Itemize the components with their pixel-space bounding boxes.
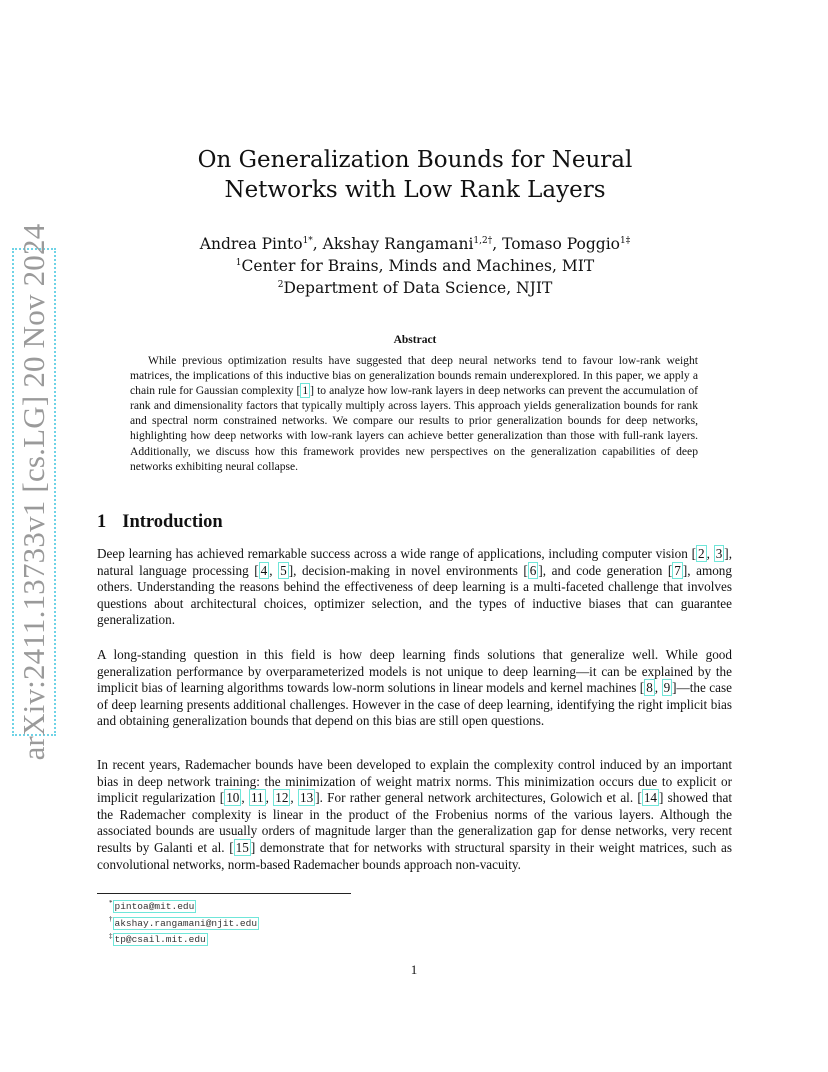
citation-link[interactable]: 5 xyxy=(280,562,287,578)
author-2-footnote-mark[interactable]: † xyxy=(487,236,493,246)
text-run: , xyxy=(241,790,249,806)
intro-paragraph-2 xyxy=(97,647,732,730)
paper-title xyxy=(150,145,680,205)
text-run: ], decision-making in novel environments [ xyxy=(288,562,528,578)
abstract-part: While previous optimization results have suggested that deep neural networks tend to favour low-rank weight matrices, the implications of this inductive bias on generalization bounds remain underexplored. In this paper, we apply a chain rule for Gaussian complexity [ xyxy=(130,354,698,398)
citation-link[interactable]: 12 xyxy=(275,790,289,806)
author-2: Akshay Rangamani xyxy=(322,235,474,254)
author-1-footnote-mark[interactable]: * xyxy=(308,236,313,246)
intro-paragraph-3 xyxy=(97,757,732,873)
citation-link[interactable]: 7 xyxy=(674,562,681,578)
arxiv-identifier: arXiv:2411.13733v1 [cs.LG] 20 Nov 2024 xyxy=(16,223,51,761)
text-run: , xyxy=(706,546,714,561)
citation-link[interactable]: 1 xyxy=(302,384,309,398)
text-run: In recent years, Rademacher bounds have been developed to explain the complexity control induced by an important bias in deep network training: the minimization of weight matrix norms. This minimization occurs due to explicit or implicit regularization [ xyxy=(97,757,732,806)
title-line-2: Networks with Low Rank Layers xyxy=(224,177,606,203)
affiliation-1-text: Center for Brains, Minds and Machines, MIT xyxy=(241,257,595,276)
title-line-1: On Generalization Bounds for Neural xyxy=(197,147,633,173)
citation-link[interactable]: 11 xyxy=(250,790,264,806)
citation-link[interactable]: 4 xyxy=(260,562,268,578)
page-number: 1 xyxy=(410,962,418,977)
author-3-affiliation: 1‡ xyxy=(619,236,631,246)
footnote-mark: † xyxy=(109,915,113,924)
text-run: ] showed that the Rademacher complexity is linear in the product of the Frobenius norms of the various layers. Although the associated bounds are usually orders of magnitude larger than the generalization gap for dense networks, very recent results by Galanti et al. [ xyxy=(97,790,733,855)
text-run: Deep learning has achieved remarkable success across a wide range of applications, including computer vision [ xyxy=(97,546,697,561)
citation-link[interactable]: 3 xyxy=(715,546,723,561)
text-run: A long-standing question in this field is how deep learning finds solutions that generalize well. While good generalization performance by overparameterized models is not unique to deep learning—it can be explained by the implicit bias of learning algorithms towards low-norm solutions in linear models and kernel machines [ xyxy=(97,647,732,696)
citation-link[interactable]: 6 xyxy=(529,562,537,578)
text-run: ], natural language processing [ xyxy=(97,546,732,578)
text-run: ] demonstrate that for networks with structural sparsity in their weight matrices, such as convolutional networks, norm-based Rademacher bounds approach non-vacuity. xyxy=(97,839,732,872)
text-run: ]. For rather general network architectures, Golowich et al. [ xyxy=(315,790,642,806)
section-title: Introduction xyxy=(122,512,223,532)
citation-link[interactable]: 15 xyxy=(235,839,249,855)
author-names: Andrea Pinto$^{1*}$, Akshay Rangamani$^{1,2\dagger}$, Tomaso Poggio$^{1\ddagger}$ xyxy=(199,235,631,254)
affiliation-2-text: Department of Data Science, NJIT xyxy=(283,279,553,298)
text-run: , xyxy=(654,680,662,696)
section-heading-introduction xyxy=(97,512,223,533)
footnote-3 xyxy=(109,930,259,946)
author-1: Andrea Pinto xyxy=(199,235,303,254)
email-link[interactable]: akshay.rangamani@njit.edu xyxy=(114,917,258,929)
footnotes xyxy=(109,897,259,946)
footnote-mark: * xyxy=(109,899,113,907)
abstract-part: ] to analyze how low-rank layers in deep networks can prevent the accumulation of rank and dimensionality factors that typically multiply across layers. This approach yields generalization bounds for rank and spectral norm constrained networks. We compare our results to prior generalization bounds for deep networks, highlighting how deep networks with low-rank layers can achieve better generalization than those with full-rank layers. Additionally, we discuss how this framework provides new perspectives on the generalization capabilities of deep networks exhibiting neural collapse. xyxy=(130,384,698,473)
author-2-affiliation: 1,2 xyxy=(473,236,488,246)
affiliation-2-number: 2 xyxy=(277,280,284,291)
abstract-heading: Abstract xyxy=(393,334,437,346)
author-block xyxy=(130,232,700,298)
citation-link[interactable]: 2 xyxy=(698,546,705,561)
citation-link[interactable]: 14 xyxy=(643,790,657,806)
citation-link[interactable]: 13 xyxy=(300,790,314,806)
text-run: ], among others. Understanding the reasons behind the effectiveness of deep learning is a multi-faceted challenge that involves questions about architectural choices, optimizer selection, and the types of inductive biases that can guarantee generalization. xyxy=(97,562,732,628)
affiliation-1 xyxy=(130,254,700,276)
author-1-affiliation: 1 xyxy=(302,236,309,246)
footnote-divider xyxy=(97,893,351,894)
citation-link[interactable]: 9 xyxy=(663,680,671,696)
text-run: ], and code generation [ xyxy=(538,562,673,578)
email-link[interactable]: tp@csail.mit.edu xyxy=(114,933,206,945)
affiliation-1-number: 1 xyxy=(235,258,242,269)
abstract-text xyxy=(130,353,698,474)
section-number: 1 xyxy=(97,512,107,532)
text-run: , xyxy=(269,562,279,578)
email-link[interactable]: pintoa@mit.edu xyxy=(114,901,195,913)
footnote-2 xyxy=(109,913,259,929)
intro-paragraph-1 xyxy=(97,546,732,629)
text-run: ]—the case of deep learning presents additional challenges. However in the case of deep learning, identifying the right implicit bias and obtaining generalization bounds that depend on this bias are still open questions. xyxy=(97,680,732,729)
citation-link[interactable]: 10 xyxy=(226,790,240,806)
arxiv-side-stamp[interactable] xyxy=(12,223,56,761)
footnote-mark: ‡ xyxy=(109,931,113,940)
author-3: Tomaso Poggio xyxy=(502,235,620,254)
citation-link[interactable]: 8 xyxy=(646,680,653,696)
text-run: , xyxy=(290,790,298,806)
affiliation-2 xyxy=(130,276,700,298)
footnote-1 xyxy=(109,897,259,913)
text-run: , xyxy=(265,790,274,806)
